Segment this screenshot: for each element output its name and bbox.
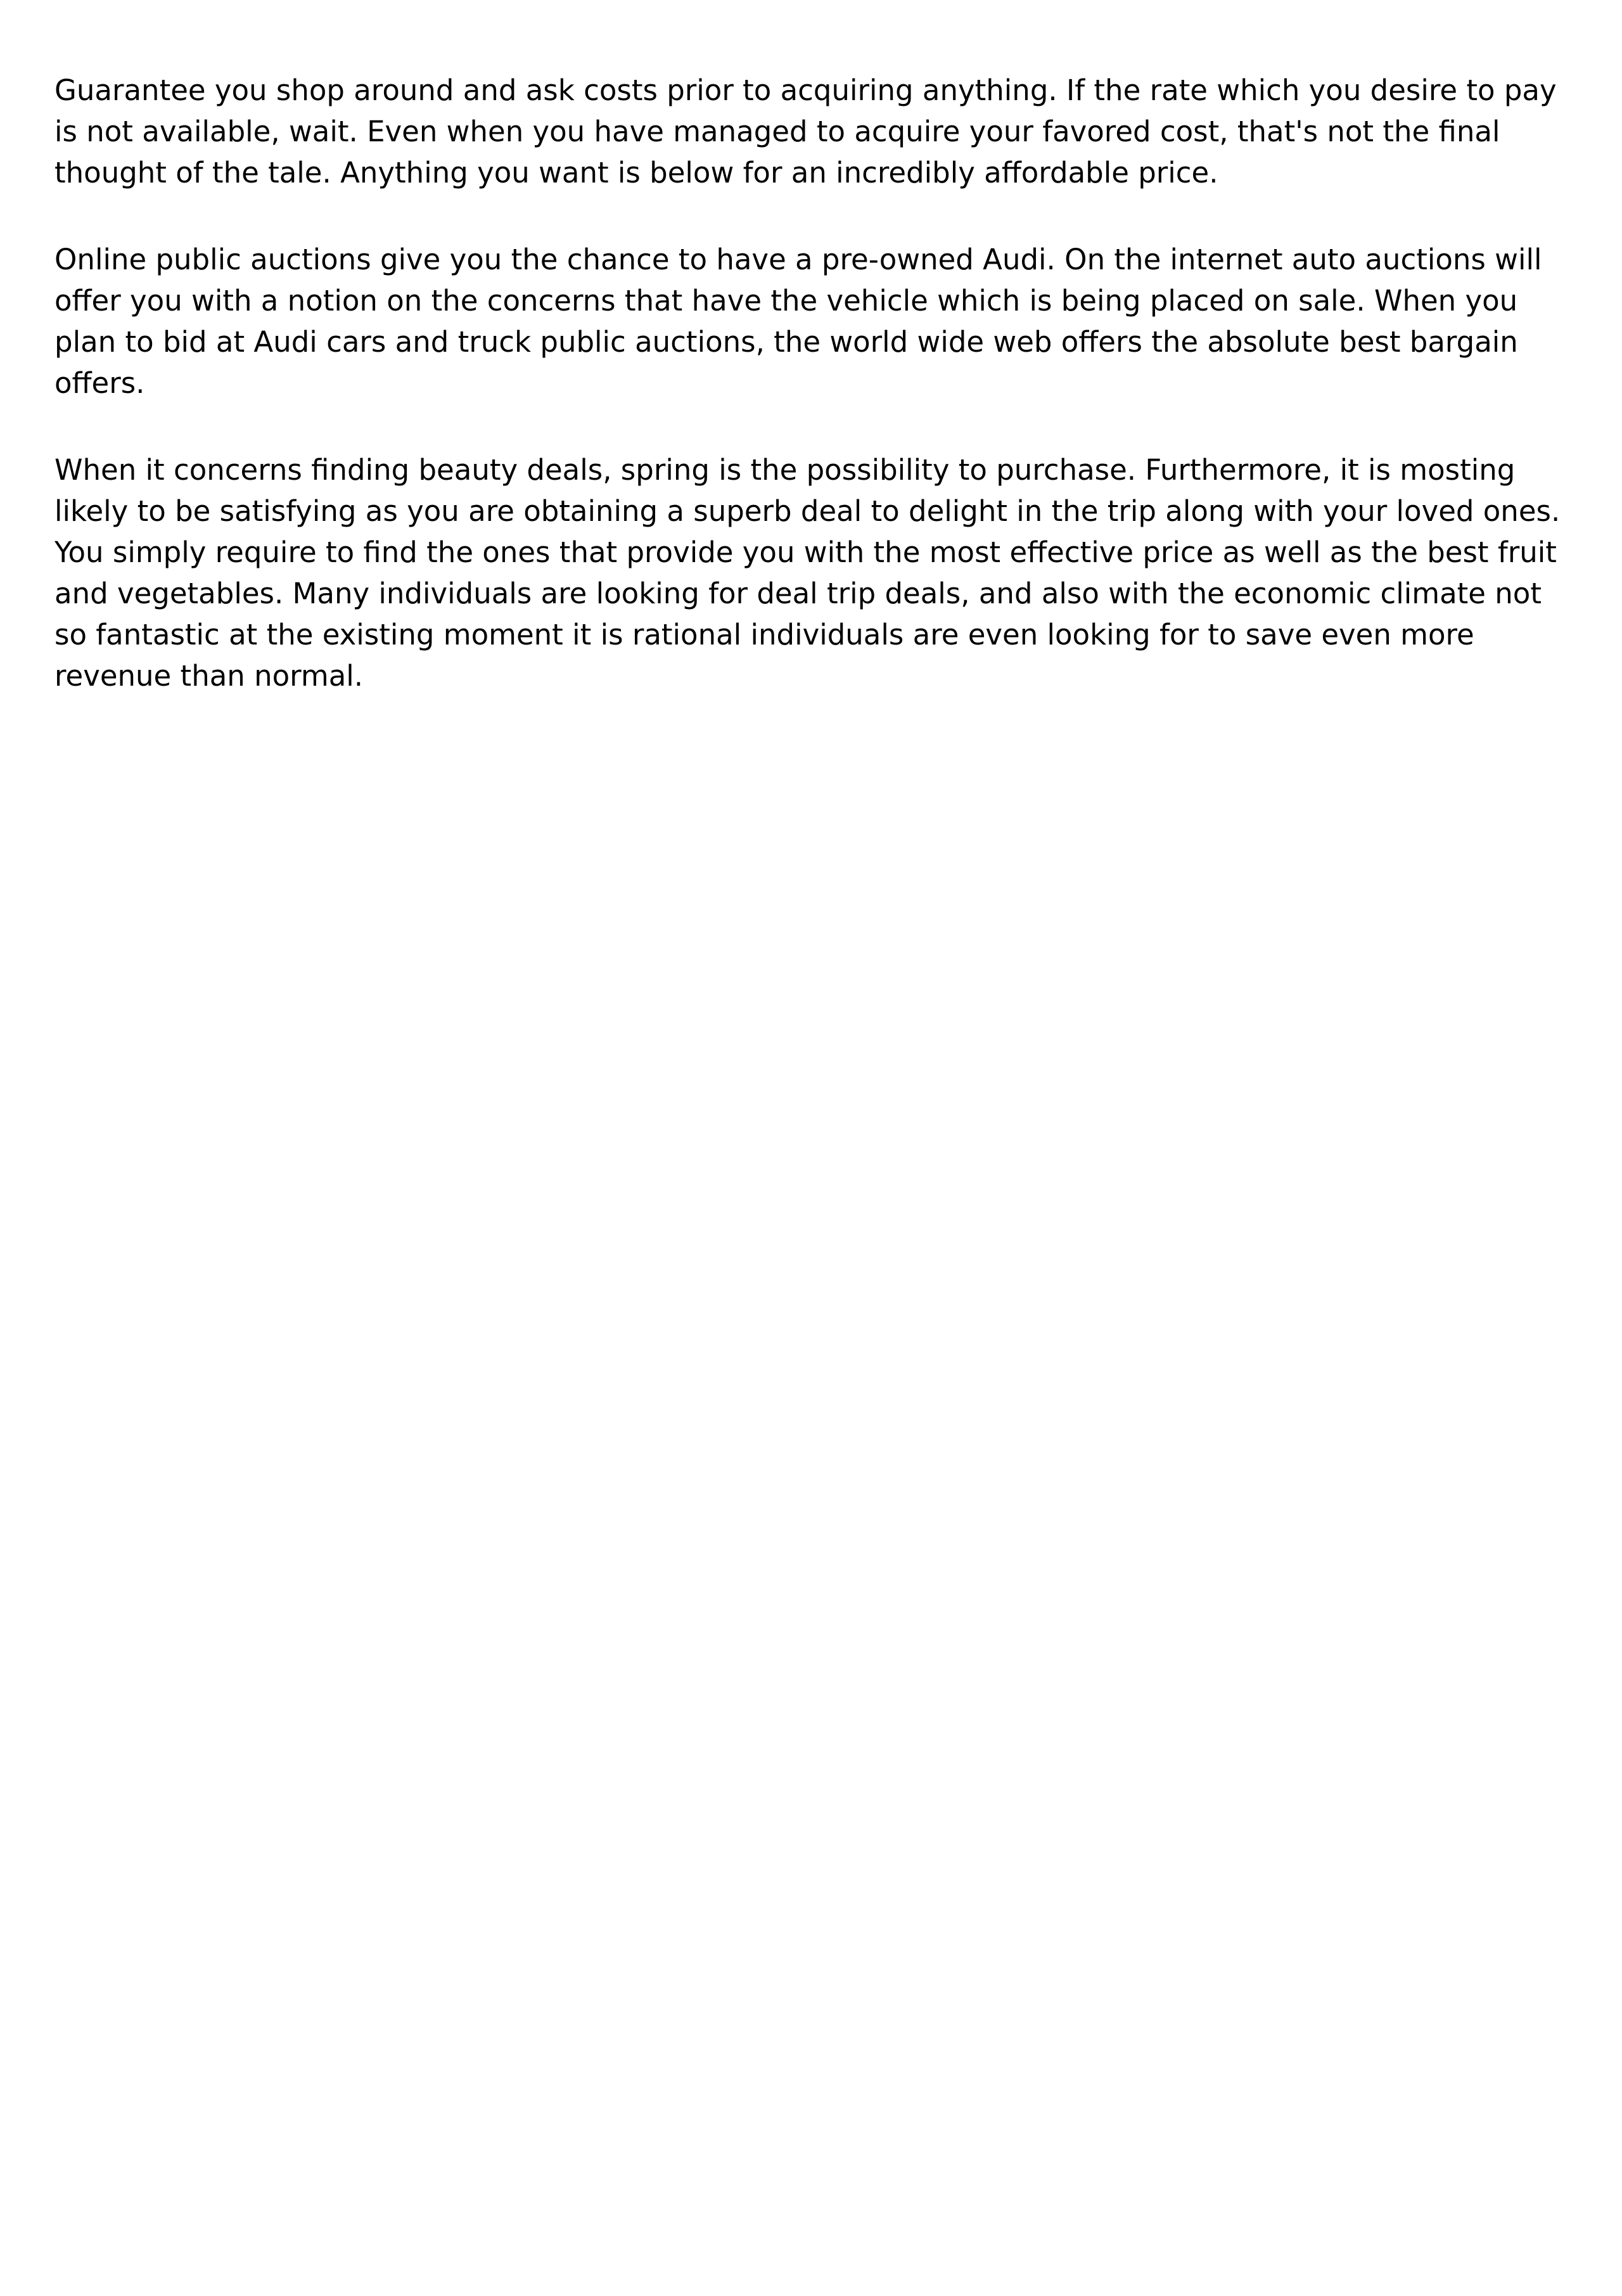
document-page [54,70,1575,742]
paragraph-1: Guarantee you shop around and ask costs prior to acquiring anything. If the rate which you desire to pay is not available, wait. Even when you have managed to acquire your favored cost, that's not the final thought of the tale. Anything you want is below for an incredibly affordable price. [54,74,1557,189]
paragraph-2: Online public auctions give you the chance to have a pre-owned Audi. On the internet auto auctions will offer you with a notion on the concerns that have the vehicle which is being placed on sale. When you plan to bid at Audi cars and truck public auctions, the world wide web offers the absolute best bargain offers. [54,243,1542,400]
paragraph-3: When it concerns finding beauty deals, spring is the possibility to purchase. Furthermore, it is mosting likely to be satisfying as you are obtaining a superb deal to delight in the trip along with your loved ones. You simply require to find the ones that provide you with the most effective price as well as the best fruit and vegetables. Many individuals are looking for deal trip deals, and also with the economic climate not so fantastic at the existing moment it is rational individuals are even looking for to save even more revenue than normal. [54,453,1561,693]
